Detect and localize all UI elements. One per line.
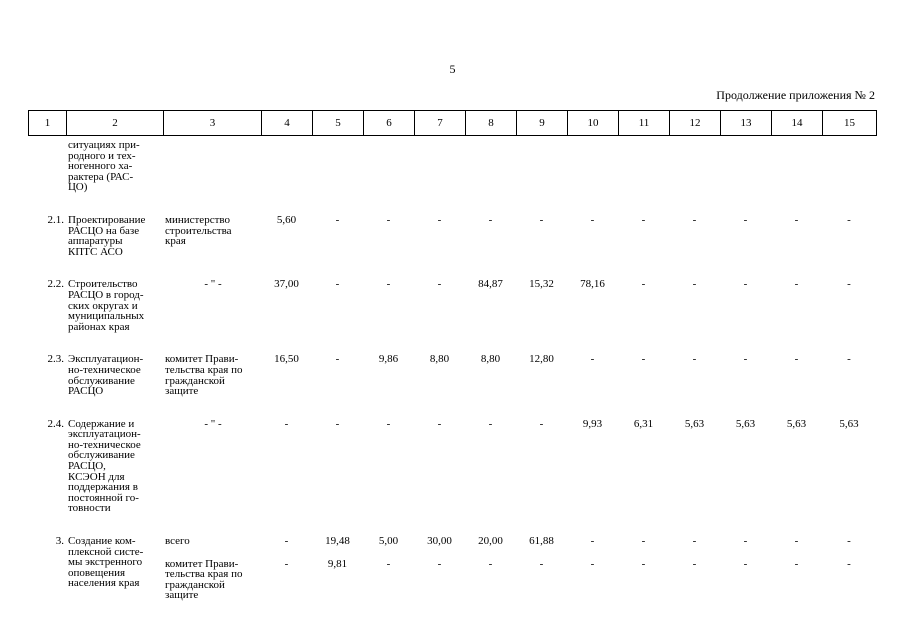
row-value: -: [641, 535, 646, 548]
row-value: -: [847, 353, 851, 366]
row-value: -: [590, 557, 595, 570]
row-name: Проектирование РАСЦО на базе аппаратуры КПТС АСО: [68, 213, 146, 258]
row-value: -: [692, 557, 697, 570]
row-value: 9,81: [327, 557, 348, 570]
row-value: [771, 140, 822, 193]
row-value: -: [437, 213, 442, 226]
row-value: -: [488, 417, 493, 430]
row-value: [669, 140, 720, 193]
spacer-cell: [28, 257, 876, 279]
row-value: 37,00: [274, 278, 299, 291]
row-executor: [163, 140, 261, 193]
row-number: 2.2.: [47, 278, 64, 291]
row-value: [618, 140, 669, 193]
row-value: -: [386, 557, 391, 570]
row-value: -: [794, 353, 799, 366]
row-value: 16,50: [274, 353, 299, 366]
row-value: -: [641, 557, 646, 570]
row-value: [720, 140, 771, 193]
row-spacer: [28, 193, 876, 215]
row-value: -: [743, 278, 748, 291]
row-value: 5,60: [276, 213, 297, 226]
column-header-row: [29, 111, 877, 136]
spacer-cell: [28, 514, 876, 536]
row-value: -: [437, 557, 442, 570]
row-value: -: [794, 557, 799, 570]
row-spacer: [28, 514, 876, 536]
row-value: -: [692, 278, 697, 291]
row-number: 2.3.: [47, 353, 64, 366]
row-value: -: [335, 278, 340, 291]
row-spacer: [28, 257, 876, 279]
row-value: 15,32: [529, 278, 554, 291]
row-spacer: [28, 332, 876, 354]
row-value: 5,63: [786, 417, 807, 430]
row-value: 5,00: [378, 535, 399, 548]
row-value: -: [641, 278, 646, 291]
page-number: 5: [449, 62, 456, 76]
column-header-15: 15: [823, 111, 877, 136]
row-value: -: [743, 213, 748, 226]
row-name: Строительство РАСЦО в город- ских округах и муниципальных районах края: [68, 278, 145, 333]
row-value: -: [437, 278, 442, 291]
column-header-3: 3: [164, 111, 262, 136]
row-value: 8,80: [429, 353, 450, 366]
row-value: 12,80: [529, 353, 554, 366]
data-table: [28, 140, 876, 601]
row-value: 6,31: [633, 417, 654, 430]
row-number: 2.4.: [47, 417, 64, 430]
row-value: -: [590, 535, 595, 548]
column-header-12: 12: [670, 111, 721, 136]
column-header-9: 9: [517, 111, 568, 136]
column-header-11: 11: [619, 111, 670, 136]
spacer-cell: [28, 332, 876, 354]
row-value: -: [284, 557, 289, 570]
row-spacer: [28, 397, 876, 419]
table-row: [28, 279, 876, 332]
row-value: 5,63: [684, 417, 705, 430]
column-header-10: 10: [568, 111, 619, 136]
row-name: Эксплуатацион- но-техническое обслуживание РАСЦО: [68, 353, 144, 398]
row-value: -: [437, 417, 442, 430]
row-value: 9,86: [378, 353, 399, 366]
row-value: 84,87: [478, 278, 503, 291]
row-value: -: [488, 557, 493, 570]
row-value: -: [847, 213, 851, 226]
row-value: 78,16: [580, 278, 605, 291]
column-header-7: 7: [415, 111, 466, 136]
row-value: -: [743, 535, 748, 548]
row-value: 8,80: [480, 353, 501, 366]
row-executor: всего: [165, 535, 190, 548]
row-executor: - " -: [204, 417, 222, 430]
table-row: [28, 536, 876, 547]
row-value: -: [386, 278, 391, 291]
row-value: [363, 140, 414, 193]
row-number: 2.1.: [47, 213, 64, 226]
continuation-note: Продолжение приложения № 2: [716, 88, 875, 102]
row-value: 5,63: [735, 417, 756, 430]
row-value: -: [284, 535, 289, 548]
row-value: -: [692, 213, 697, 226]
row-name: Создание ком- плексной систе- мы экстренного оповещения населения края: [68, 535, 144, 590]
spacer-cell: [28, 397, 876, 419]
row-value: -: [539, 417, 544, 430]
row-value: -: [692, 353, 697, 366]
row-value: 5,63: [839, 417, 859, 430]
row-executor: комитет Прави- тельства края по гражданской защите: [165, 353, 243, 398]
row-value: -: [284, 417, 289, 430]
row-value: 19,48: [325, 535, 350, 548]
row-value: -: [539, 213, 544, 226]
row-value: -: [641, 213, 646, 226]
row-value: [822, 140, 876, 193]
column-header-13: 13: [721, 111, 772, 136]
row-executor: комитет Прави- тельства края по гражданской защите: [165, 557, 243, 602]
column-header-6: 6: [364, 111, 415, 136]
row-value: -: [539, 557, 544, 570]
row-value: -: [847, 278, 851, 291]
row-number: 3.: [55, 535, 64, 548]
row-value: -: [386, 417, 391, 430]
spacer-cell: [28, 193, 876, 215]
row-value: -: [847, 557, 851, 570]
row-value: -: [488, 213, 493, 226]
table-row: [28, 140, 876, 193]
row-value: [261, 140, 312, 193]
column-header-4: 4: [262, 111, 313, 136]
row-value: [516, 140, 567, 193]
column-header-1: 1: [29, 111, 67, 136]
row-value: [465, 140, 516, 193]
row-value: [312, 140, 363, 193]
row-value: -: [590, 353, 595, 366]
row-value: -: [335, 417, 340, 430]
row-executor: - " -: [204, 278, 222, 291]
column-header-5: 5: [313, 111, 364, 136]
row-value: 20,00: [478, 535, 503, 548]
row-value: 9,93: [582, 417, 603, 430]
column-header-2: 2: [67, 111, 164, 136]
row-value: -: [743, 557, 748, 570]
table-row: [28, 354, 876, 396]
row-number: [28, 140, 66, 193]
column-header-8: 8: [466, 111, 517, 136]
table-row: [28, 419, 876, 514]
column-header-table: [28, 110, 877, 136]
row-value: -: [794, 535, 799, 548]
row-name: Содержание и эксплуатацион- но-техническое обслуживание РАСЦО, КСЭОН для поддержания в постоянной го- товности: [68, 417, 141, 515]
row-value: -: [386, 213, 391, 226]
row-value: -: [335, 353, 340, 366]
row-value: -: [641, 353, 646, 366]
row-value: -: [847, 535, 851, 548]
row-value: [414, 140, 465, 193]
row-value: -: [335, 213, 340, 226]
row-value: 30,00: [427, 535, 452, 548]
row-value: -: [692, 535, 697, 548]
row-value: -: [743, 353, 748, 366]
row-value: -: [794, 213, 799, 226]
row-value: -: [590, 213, 595, 226]
row-name: ситуациях при- родного и тех- ногенного ха- рактера (РАС- ЦО): [68, 139, 140, 194]
row-value: [567, 140, 618, 193]
row-value: 61,88: [529, 535, 554, 548]
row-value: -: [794, 278, 799, 291]
column-header-14: 14: [772, 111, 823, 136]
table-row: [28, 215, 876, 257]
row-executor: министерство строительства края: [165, 213, 232, 248]
